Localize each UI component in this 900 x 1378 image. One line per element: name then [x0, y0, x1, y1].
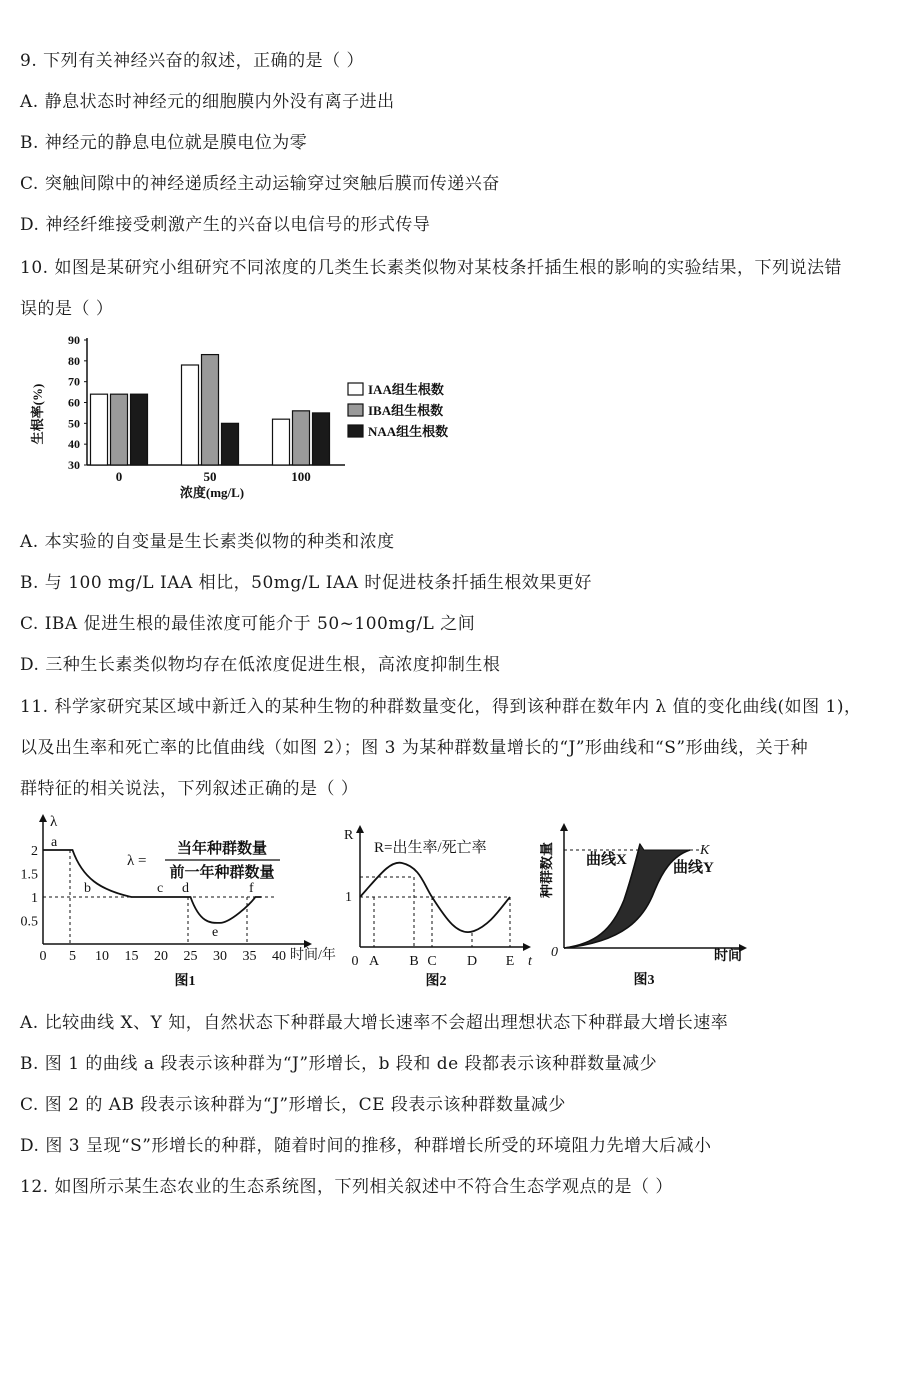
q11-stem-line1: 11. 科学家研究某区域中新迁入的某种生物的种群数量变化，得到该种群在数年内 λ 值的变化曲线(如图 1)，: [20, 697, 862, 717]
fig2-x-label: t: [528, 954, 532, 969]
q11-option-a[interactable]: A. 比较曲线 X、Y 知，自然状态下种群最大增长速率不会超出理想状态下种群最大增长速率: [20, 1013, 729, 1033]
fig1-ytick-2: 2: [31, 844, 38, 859]
fig1-point-d: d: [182, 881, 189, 896]
q10-stem-line1: 10. 如图是某研究小组研究不同浓度的几类生长素类似物对某枝条扦插生根的影响的实验结果，下列说法错: [20, 258, 842, 278]
fig2-xtick-0: 0: [351, 954, 359, 969]
legend-label-0: IAA组生根数: [368, 382, 444, 397]
fig2-ytick-1: 1: [345, 890, 352, 905]
q9-option-a[interactable]: A. 静息状态时神经元的细胞膜内外没有离子进出: [20, 92, 395, 112]
bar-chart-ytick-90: 90: [68, 333, 80, 347]
fig3-curve-x-label: 曲线X: [586, 852, 627, 868]
bar-IAA组生根数-100: [273, 419, 290, 465]
q10-stem-line2: 误的是（ ）: [20, 299, 114, 319]
fig1-xtick-25: 25: [183, 949, 198, 964]
fig1-ytick-0.5: 0.5: [20, 914, 38, 930]
fig2-xtick-d: D: [466, 954, 478, 969]
fig2-y-label: R: [344, 828, 354, 843]
q11-stem-line2: 以及出生率和死亡率的比值曲线（如图 2）；图 3 为某种群数量增长的“J”形曲线和“S”形曲线，关于种: [20, 738, 809, 758]
fig3-caption: 图3: [633, 973, 655, 988]
q10-option-b[interactable]: B. 与 100 mg/L IAA 相比，50mg/L IAA 时促进枝条扦插生根效果更好: [20, 573, 592, 593]
bar-chart-xtick-50: 50: [203, 469, 217, 484]
legend-label-1: IBA组生根数: [368, 403, 444, 418]
fig2-xtick-e: E: [505, 954, 515, 969]
bar-chart-ytick-80: 80: [68, 353, 80, 368]
fig3-y-arrow: [560, 823, 568, 831]
fig1-caption: 图1: [174, 974, 196, 989]
figure-2-r-curve: [338, 815, 543, 993]
q12-stem: 12. 如图所示某生态农业的生态系统图，下列相关叙述中不符合生态学观点的是（ ）: [20, 1177, 673, 1197]
fig1-formula-numerator: 当年种群数量: [176, 841, 268, 857]
fig2-y-arrow: [356, 825, 364, 833]
q9-option-b[interactable]: B. 神经元的静息电位就是膜电位为零: [20, 133, 308, 153]
fig1-formula-denominator: 前一年种群数量: [169, 865, 275, 881]
q10-option-a[interactable]: A. 本实验的自变量是生长素类似物的种类和浓度: [20, 532, 395, 552]
legend-swatch-2: [348, 425, 363, 437]
bar-IBA组生根数-0: [111, 394, 128, 465]
bar-IBA组生根数-50: [202, 355, 219, 465]
fig1-xtick-10: 10: [95, 949, 109, 964]
fig3-x-label: 时间: [714, 949, 742, 964]
bar-NAA组生根数-50: [222, 423, 239, 465]
bar-chart-ytick-40: 40: [68, 437, 80, 452]
q9-stem: 9. 下列有关神经兴奋的叙述，正确的是（ ）: [20, 51, 365, 71]
bar-chart-ytick-50: 50: [68, 416, 80, 431]
q9-option-d[interactable]: D. 神经纤维接受刺激产生的兴奋以电信号的形式传导: [20, 215, 431, 235]
fig2-xtick-a: A: [368, 954, 380, 969]
fig1-x-label: 时间/年: [290, 948, 336, 963]
fig1-xtick-40: 40: [272, 949, 286, 964]
fig1-xtick-30: 30: [213, 949, 227, 964]
legend-swatch-0: [348, 383, 363, 395]
bar-IAA组生根数-50: [182, 365, 199, 465]
q11-option-b[interactable]: B. 图 1 的曲线 a 段表示该种群为“J”形增长，b 段和 de 段都表示该种群数量减少: [20, 1054, 658, 1074]
fig3-gap-area: [564, 844, 690, 948]
root-rate-bar-chart: [30, 330, 470, 505]
legend-label-2: NAA组生根数: [368, 424, 449, 439]
q9-option-c[interactable]: C. 突触间隙中的神经递质经主动运输穿过突触后膜而传递兴奋: [20, 174, 500, 194]
bar-IBA组生根数-100: [293, 411, 310, 465]
fig1-point-c: c: [157, 881, 164, 896]
fig2-title: R=出生率/死亡率: [374, 840, 487, 856]
fig3-curve-y-label: 曲线Y: [673, 860, 714, 876]
fig1-xtick-35: 35: [242, 949, 257, 964]
fig1-formula-lambda: λ =: [127, 853, 147, 869]
fig1-x-arrow: [304, 940, 312, 948]
q11-option-d[interactable]: D. 图 3 呈现“S”形增长的种群，随着时间的推移，种群增长所受的环境阻力先增大后减小: [20, 1136, 712, 1156]
q11-stem-line3: 群特征的相关说法，下列叙述正确的是（ ）: [20, 779, 359, 799]
figure-3-j-s-curves: [540, 810, 765, 993]
bar-chart-ytick-60: 60: [68, 395, 80, 410]
fig1-xtick-5: 5: [69, 949, 76, 964]
fig2-x-arrow: [523, 943, 531, 951]
fig1-point-e: e: [212, 925, 219, 940]
fig1-lambda-curve-line: [43, 850, 261, 923]
q10-option-c[interactable]: C. IBA 促进生根的最佳浓度可能介于 50~100mg/L 之间: [20, 614, 476, 634]
fig2-xtick-b: B: [409, 954, 419, 969]
bar-chart-y-label: 生根率(%): [30, 383, 45, 445]
q11-option-c[interactable]: C. 图 2 的 AB 段表示该种群为“J”形增长，CE 段表示该种群数量减少: [20, 1095, 566, 1115]
legend-swatch-1: [348, 404, 363, 416]
bar-chart-x-label: 浓度(mg/L): [179, 485, 245, 500]
bar-IAA组生根数-0: [91, 394, 108, 465]
fig1-xtick-15: 15: [124, 949, 139, 964]
fig1-point-b: b: [84, 881, 91, 896]
fig3-y-label: 种群数量: [540, 842, 555, 898]
fig1-point-f: f: [249, 881, 254, 896]
bar-chart-xtick-0: 0: [115, 469, 123, 484]
fig2-caption: 图2: [425, 974, 447, 989]
fig3-k-label: K: [700, 843, 710, 858]
fig1-y-arrow: [39, 814, 47, 822]
bar-NAA组生根数-100: [313, 413, 330, 465]
fig1-xtick-0: 0: [39, 949, 47, 964]
fig1-y-label: λ: [50, 814, 58, 830]
bar-chart-xtick-100: 100: [291, 469, 311, 484]
fig1-point-a: a: [51, 835, 58, 850]
fig1-ytick-1: 1: [31, 891, 38, 906]
bar-NAA组生根数-0: [131, 394, 148, 465]
fig2-xtick-c: C: [427, 954, 437, 969]
fig1-ytick-1.5: 1.5: [20, 867, 38, 883]
bar-chart-ytick-30: 30: [68, 458, 80, 472]
figure-1-lambda-curve: [15, 808, 345, 993]
fig3-origin: 0: [551, 945, 558, 960]
fig1-xtick-20: 20: [154, 949, 168, 964]
bar-chart-ytick-70: 70: [68, 374, 80, 389]
q10-option-d[interactable]: D. 三种生长素类似物均存在低浓度促进生根，高浓度抑制生根: [20, 655, 501, 675]
